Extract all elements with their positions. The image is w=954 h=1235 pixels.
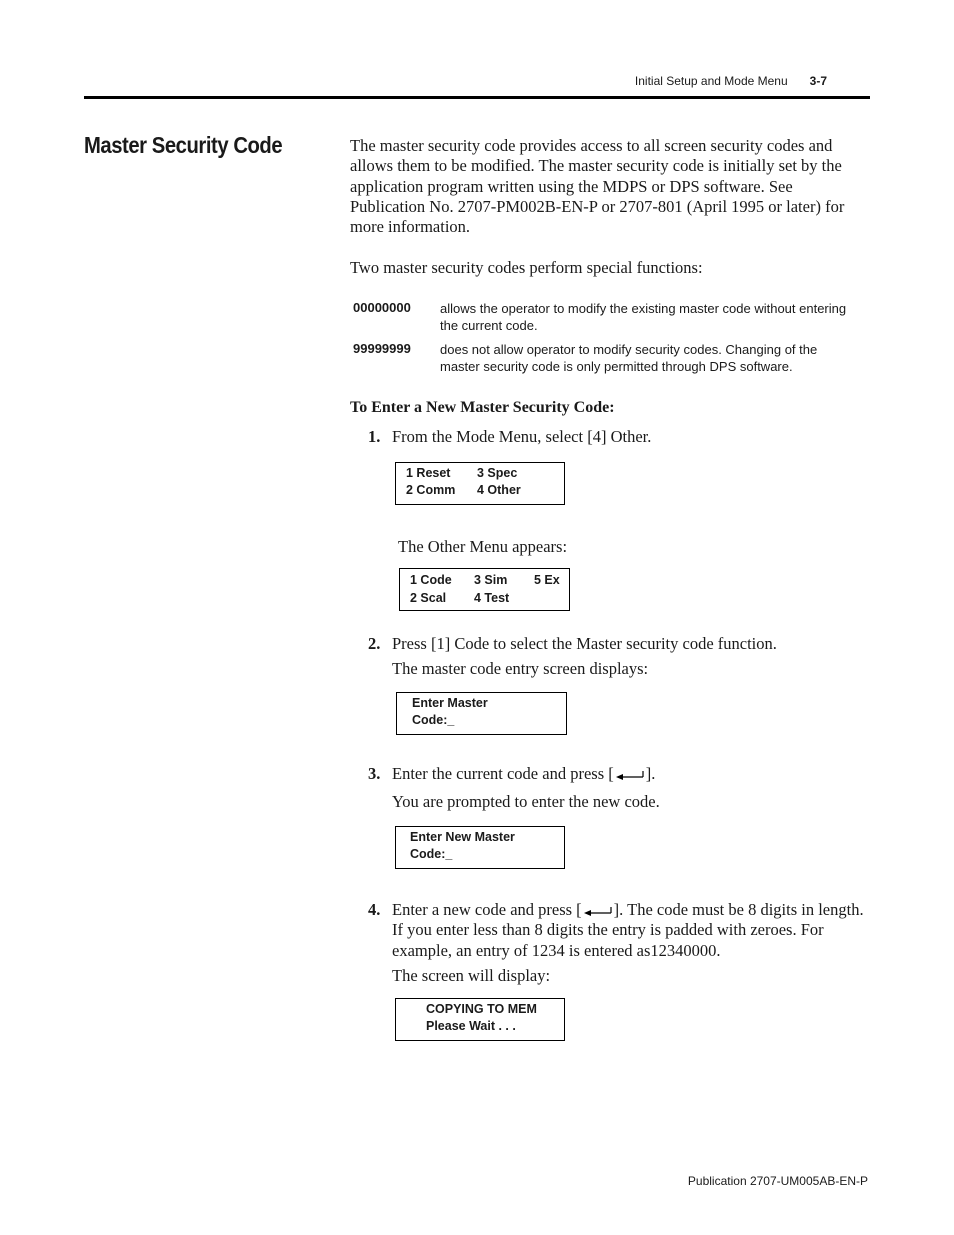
procedure-heading: To Enter a New Master Security Code:	[350, 399, 615, 416]
menu-option-reset: 1 Reset	[406, 466, 451, 480]
step-text-after: ]. The code must be 8 digits in length. If you enter less than 8 digits the entry is padded with zeroes. For example, an entry of 1234 is entered as12340000.	[392, 900, 864, 960]
code-term: 00000000	[353, 300, 411, 315]
step-text: Press [1] Code to select the Master security code function.	[392, 634, 777, 653]
header-section: Initial Setup and Mode Menu	[634, 74, 788, 88]
lcd-master-entry	[396, 692, 567, 735]
step-text-before: Enter a new code and press [	[392, 900, 582, 919]
lcd-line: COPYING TO MEM	[426, 1002, 537, 1016]
publication-footer: Publication 2707-UM005AB-EN-P	[687, 1174, 868, 1188]
lcd-mode-menu	[395, 462, 565, 505]
enter-key-arrow-icon	[583, 906, 613, 916]
lcd-new-master	[395, 826, 565, 869]
menu-option-test: 4 Test	[474, 591, 510, 605]
menu-option-sim: 3 Sim	[474, 573, 508, 587]
menu-option-comm: 2 Comm	[406, 483, 456, 497]
codes-lead-in: Two master security codes perform special functions:	[350, 258, 703, 277]
section-title: Master Security Code	[84, 132, 283, 158]
menu-option-other: 4 Other	[477, 483, 521, 497]
code-term: 99999999	[353, 341, 411, 356]
step-text-after: ].	[645, 764, 656, 783]
menu-option-spec: 3 Spec	[477, 466, 518, 480]
lcd-copying	[395, 998, 565, 1041]
step-text-before: Enter the current code and press [	[392, 764, 614, 783]
menu-option-ex: 5 Ex	[534, 573, 560, 587]
code-description: allows the operator to modify the existing master code without entering the current code.	[440, 301, 847, 333]
lcd-line: Please Wait . . .	[426, 1019, 516, 1033]
menu-option-code: 1 Code	[410, 573, 452, 587]
lcd-other-menu	[399, 568, 570, 611]
running-header	[635, 74, 827, 88]
enter-key-arrow-icon	[615, 770, 645, 780]
lcd-line: Enter Master	[412, 696, 488, 710]
step-text	[392, 764, 870, 784]
menu-option-scal: 2 Scal	[410, 591, 447, 605]
step-number: 4.	[368, 900, 381, 919]
step-note: The screen will display:	[392, 966, 551, 985]
step-number: 3.	[368, 764, 381, 783]
step-note: The master code entry screen displays:	[392, 659, 649, 678]
code-description: does not allow operator to modify security codes. Changing of the master security code is only permitted through DPS software.	[440, 342, 818, 374]
page-number: 3-7	[809, 74, 827, 88]
step-number: 1.	[368, 427, 381, 446]
intro-paragraph: The master security code provides access to all screen security codes and allows them to be modified. The master security code is initially set by the application program written using the MDPS or DPS software. See Publication No. 2707-PM002B-EN-P or 2707-801 (April 1995 or later) for more information.	[350, 136, 845, 237]
step-text	[392, 900, 870, 961]
lcd-line: Code:_	[412, 713, 455, 727]
lcd-line: Enter New Master	[410, 830, 515, 844]
step-text: From the Mode Menu, select [4] Other.	[392, 427, 652, 446]
step-note: You are prompted to enter the new code.	[392, 792, 660, 811]
step-note: The Other Menu appears:	[398, 537, 568, 556]
header-rule	[84, 96, 870, 99]
step-number: 2.	[368, 634, 381, 653]
lcd-line: Code:_	[410, 847, 453, 861]
